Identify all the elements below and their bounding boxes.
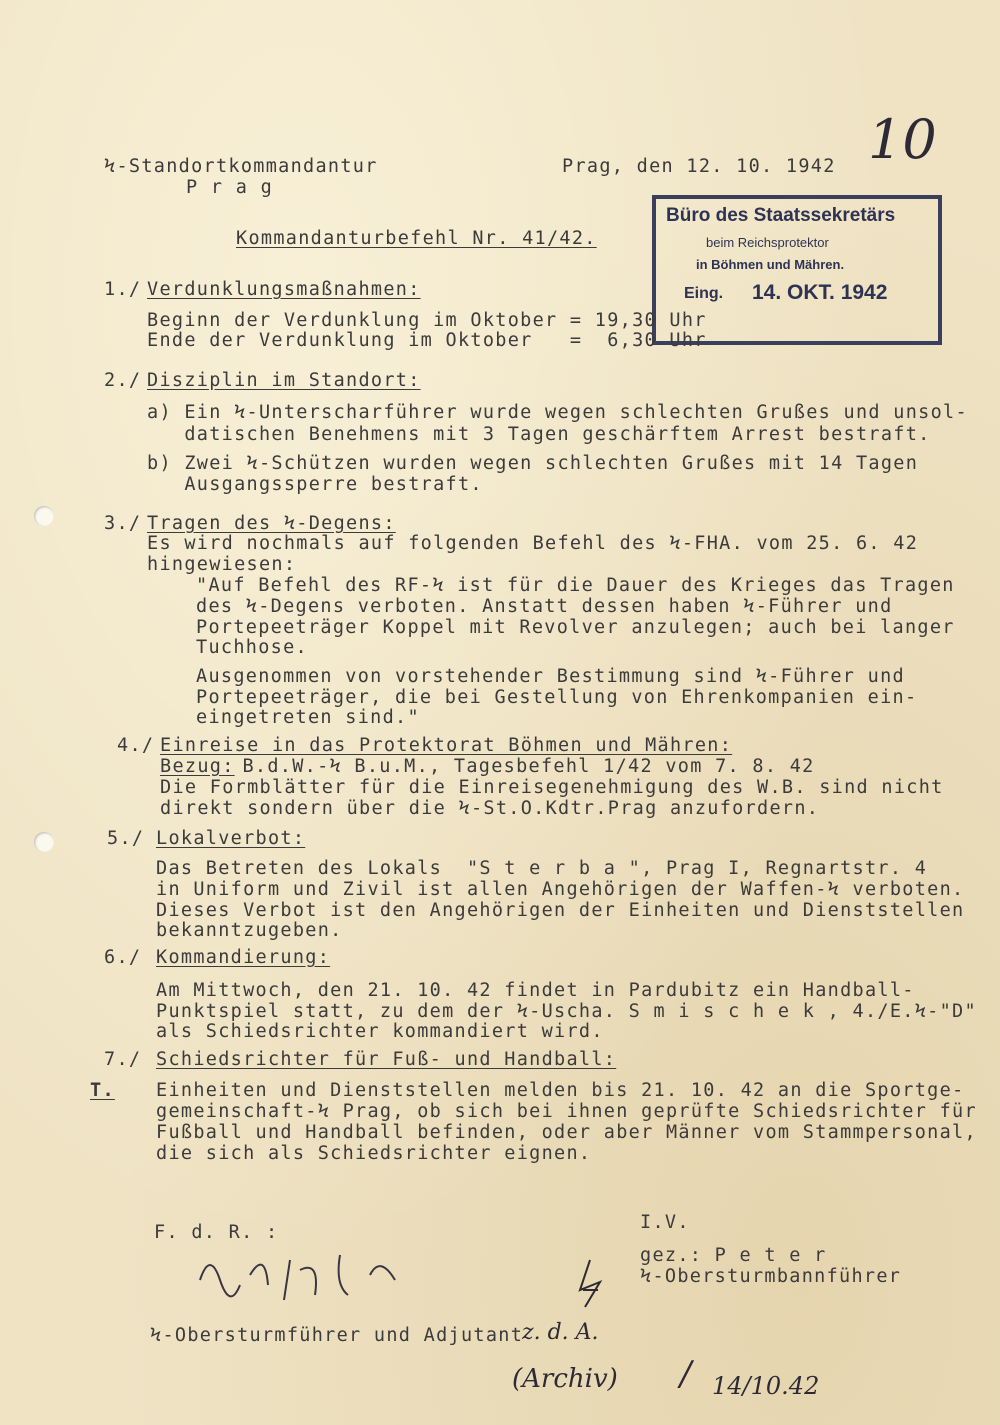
section-7-line: Einheiten und Dienststellen melden bis 21. 10. 42 an die Sportge-: [156, 1080, 965, 1101]
section-5-line: in Uniform und Zivil ist allen Angehörigen der Waffen-Ϟ verboten.: [156, 879, 965, 900]
section-1-line: Ende der Verdunklung im Oktober = 6,30 Uhr: [147, 330, 707, 351]
section-7-num: 7./: [104, 1049, 142, 1070]
section-2-line: Ausgangssperre bestraft.: [147, 474, 483, 495]
punch-hole-top: [34, 506, 54, 526]
section-4-num: 4./: [117, 735, 155, 756]
section-3-line: Portepeeträger, die bei Gestellung von Ehrenkompanien ein-: [196, 687, 918, 708]
peter-signature: [565, 1255, 615, 1315]
hand-note-zda: z. d. A.: [522, 1320, 599, 1345]
section-4-heading: Einreise in das Protektorat Böhmen und Mähren:: [160, 735, 733, 756]
section-3-line: Es wird nochmals auf folgenden Befehl des Ϟ-FHA. vom 25. 6. 42: [147, 533, 919, 554]
section-5-line: Dieses Verbot ist den Angehörigen der Einheiten und Dienststellen: [156, 900, 965, 921]
section-3-num: 3./: [104, 513, 142, 534]
section-5-line: bekanntzugeben.: [156, 920, 343, 941]
section-2-line: datischen Benehmens mit 3 Tagen geschärftem Arrest bestraft.: [147, 424, 931, 445]
header-city: P r a g: [186, 177, 274, 198]
section-3-line: eingetreten sind.": [196, 707, 420, 728]
section-3-line: Tuchhose.: [196, 637, 308, 658]
rank-right: Ϟ-Obersturmbannführer: [640, 1266, 902, 1287]
section-4-line: direkt sondern über die Ϟ-St.O.Kdtr.Prag anzufordern.: [160, 798, 820, 819]
gez-line: gez.: P e t e r: [640, 1245, 827, 1266]
hand-note-date: 14/10.42: [712, 1372, 820, 1400]
fdr-label: F. d. R. :: [154, 1222, 279, 1243]
section-4-line: Die Formblätter für die Einreisegenehmigung des W.B. sind nicht: [160, 777, 944, 798]
section-2-heading: Disziplin im Standort:: [147, 370, 421, 391]
stamp-line1: Büro des Staatssekretärs: [666, 205, 896, 226]
section-3-line: des Ϟ-Degens verboten. Anstatt dessen haben Ϟ-Führer und: [196, 596, 893, 617]
section-3-line: hingewiesen:: [147, 554, 297, 575]
page-number: 10: [868, 108, 937, 171]
hand-note-slash: /: [680, 1354, 692, 1394]
rank-left: Ϟ-Obersturmführer und Adjutant: [150, 1325, 524, 1346]
section-6-heading: Kommandierung:: [156, 947, 331, 968]
header-org: Ϟ-Standortkommandantur: [104, 156, 378, 177]
iv-label: I.V.: [640, 1212, 690, 1233]
section-7-margin-mark: T.: [90, 1080, 115, 1101]
adjutant-signature: [180, 1240, 420, 1310]
section-1-heading: Verdunklungsmaßnahmen:: [147, 279, 421, 300]
section-5-heading: Lokalverbot:: [156, 828, 306, 849]
section-7-heading: Schiedsrichter für Fuß- und Handball:: [156, 1049, 617, 1070]
section-7-line: die sich als Schiedsrichter eignen.: [156, 1143, 592, 1164]
stamp-line2: beim Reichsprotektor: [706, 235, 829, 250]
stamp-line3: in Böhmen und Mähren.: [696, 257, 845, 272]
stamp-prefix: Eing.: [684, 285, 724, 302]
section-2-line: b) Zwei Ϟ-Schützen wurden wegen schlechten Grußes mit 14 Tagen: [147, 453, 919, 474]
section-3-line: Portepeeträger Koppel mit Revolver anzulegen; auch bei langer: [196, 617, 955, 638]
punch-hole-bottom: [34, 832, 54, 852]
section-2-line: a) Ein Ϟ-Unterscharführer wurde wegen schlechten Grußes und unsol-: [147, 402, 968, 423]
section-6-num: 6./: [104, 947, 142, 968]
section-6-line: Punktspiel statt, zu dem der Ϟ-Uscha. S m i s c h e k , 4./E.Ϟ-"D": [156, 1001, 977, 1022]
section-7-line: Fußball und Handball befinden, oder aber Männer vom Stammpersonal,: [156, 1122, 977, 1143]
stamp-date: 14. OKT. 1942: [752, 281, 888, 304]
section-3-line: Ausgenommen von vorstehender Bestimmung sind Ϟ-Führer und: [196, 666, 905, 687]
section-6-line: Am Mittwoch, den 21. 10. 42 findet in Pardubitz ein Handball-: [156, 980, 915, 1001]
section-3-line: "Auf Befehl des RF-Ϟ ist für die Dauer des Krieges das Tragen: [196, 575, 955, 596]
section-4-line: B.d.W.-Ϟ B.u.M., Tagesbefehl 1/42 vom 7. 8. 42: [230, 756, 815, 777]
order-title: Kommandanturbefehl Nr. 41/42.: [236, 228, 597, 249]
header-date: Prag, den 12. 10. 1942: [562, 156, 836, 177]
section-1-line: Beginn der Verdunklung im Oktober = 19,30 Uhr: [147, 310, 707, 331]
section-1-num: 1./: [104, 279, 142, 300]
section-6-line: als Schiedsrichter kommandiert wird.: [156, 1021, 604, 1042]
section-5-num: 5./: [107, 828, 145, 849]
section-5-line: Das Betreten des Lokals "S t e r b a ", Prag I, Regnartstr. 4: [156, 858, 928, 879]
section-4-ref-label: Bezug:: [160, 756, 235, 777]
section-7-line: gemeinschaft-Ϟ Prag, ob sich bei ihnen geprüfte Schiedsrichter für: [156, 1101, 977, 1122]
hand-note-archiv: (Archiv): [512, 1364, 618, 1394]
section-2-num: 2./: [104, 370, 142, 391]
section-3-heading: Tragen des Ϟ-Degens:: [147, 513, 396, 534]
